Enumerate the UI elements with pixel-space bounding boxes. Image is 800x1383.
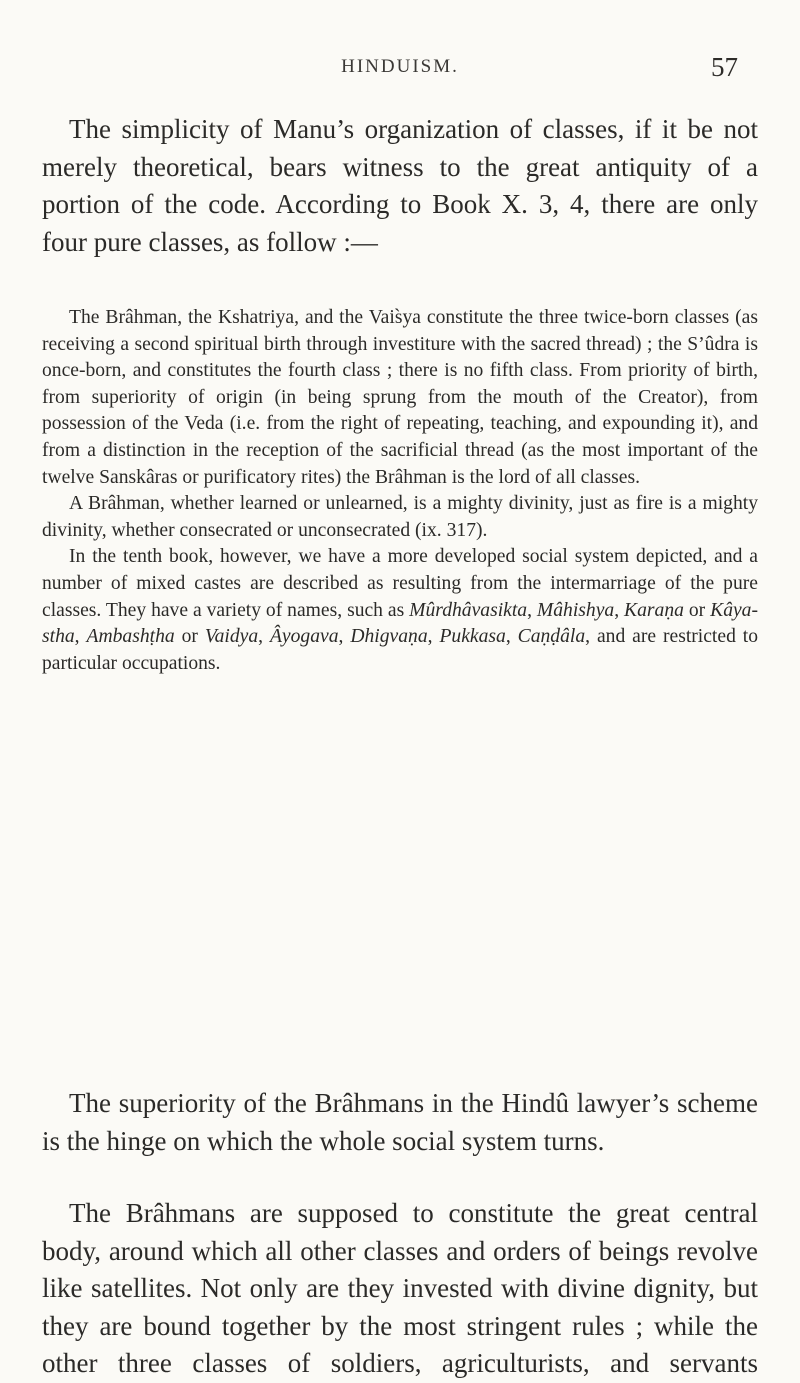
quote-paragraph-classes: The Brâhman, the Kshatriya, and the Vais̀ya constitute the three twice-born classes (as receiving a second spiritual birth through investiture with the sacred thread) ; the S’ûdra is once-born, and constitutes the fourth class ; there is no fifth class. From priority of birth, from superiority of origin (in being sprung from the mouth of the Creator), from possession of the Veda (i.e. from the right of repeating, teaching, and expounding it), and from a distinction in the reception of the sacrificial thread (as the most important of the twelve Sanskâras or purificatory rites) the Brâhman is the lord of all classes. [42, 307, 758, 488]
page-header [0, 52, 800, 88]
caste-name: Pukkasa [439, 626, 506, 648]
caste-name: Âyogava [269, 626, 339, 648]
mixed-castes-intro: In the tenth book, however, we have a more developed social system depicted, and a number of mixed castes are described as resulting from the intermarriage of the pure classes. They have a variety of names, such as [42, 546, 758, 621]
mixed-castes-outro: and are restricted to particular occupations. [42, 626, 759, 674]
caste-name: Mûrdhâvasikta [409, 599, 528, 621]
caste-name: Vaidya [204, 626, 259, 648]
quoted-passage [42, 305, 758, 677]
brahman-superiority-paragraph [42, 1085, 758, 1160]
paragraph-text: The superiority of the Brâhmans in the Hindû lawyer’s scheme is the hinge on which the whole social system turns. [42, 1088, 758, 1156]
paragraph-text: The Brâhmans are supposed to constitute the great central body, around which all other classes and orders of beings revolve like satellites. Not only are they invested with divine dignity, but they are bound together by the most stringent rules ; while the other three classes of soldiers, agriculturists, and servants [42, 1198, 758, 1378]
conjunction-or: or [181, 626, 198, 648]
caste-name: Kâya-stha [42, 599, 759, 648]
conjunction-or: or [688, 599, 706, 621]
caste-name: Caṇḍâla [517, 626, 586, 648]
running-head: HINDUISM. [341, 56, 459, 77]
opening-paragraph [42, 111, 758, 261]
caste-name: Mâhishya [536, 599, 615, 621]
quote-paragraph-mixed-castes: In the tenth book, however, we have a more developed social system depicted, and a number of mixed castes are described as resulting from the intermarriage of the pure classes. They have a variety of names, such as Mûrdhâvasikta, Mâhishya, Karaṇa or Kâya-stha, Ambashṭha or Vaidya, Âyogava, Dhigvaṇa, Pukkasa, Caṇḍâla, and are restricted to particular occupations. [42, 546, 759, 674]
page-number: 57 [711, 52, 738, 82]
brahman-central-body-paragraph [42, 1195, 758, 1383]
quote-paragraph-divinity: A Brâhman, whether learned or unlearned, is a mighty divinity, just as fire is a mighty divinity, whether consecrated or unconsecrated (ix. 317). [42, 493, 758, 541]
caste-name: Ambashṭha [86, 626, 175, 648]
paragraph-text: The simplicity of Manu’s organization of classes, if it be not merely theoretical, bears witness to the great antiquity of a portion of the code. According to Book X. 3, 4, there are only four pure classes, as follow :— [42, 114, 758, 257]
caste-name: Karaṇa [624, 599, 684, 621]
caste-name: Dhigvaṇa [350, 626, 428, 648]
